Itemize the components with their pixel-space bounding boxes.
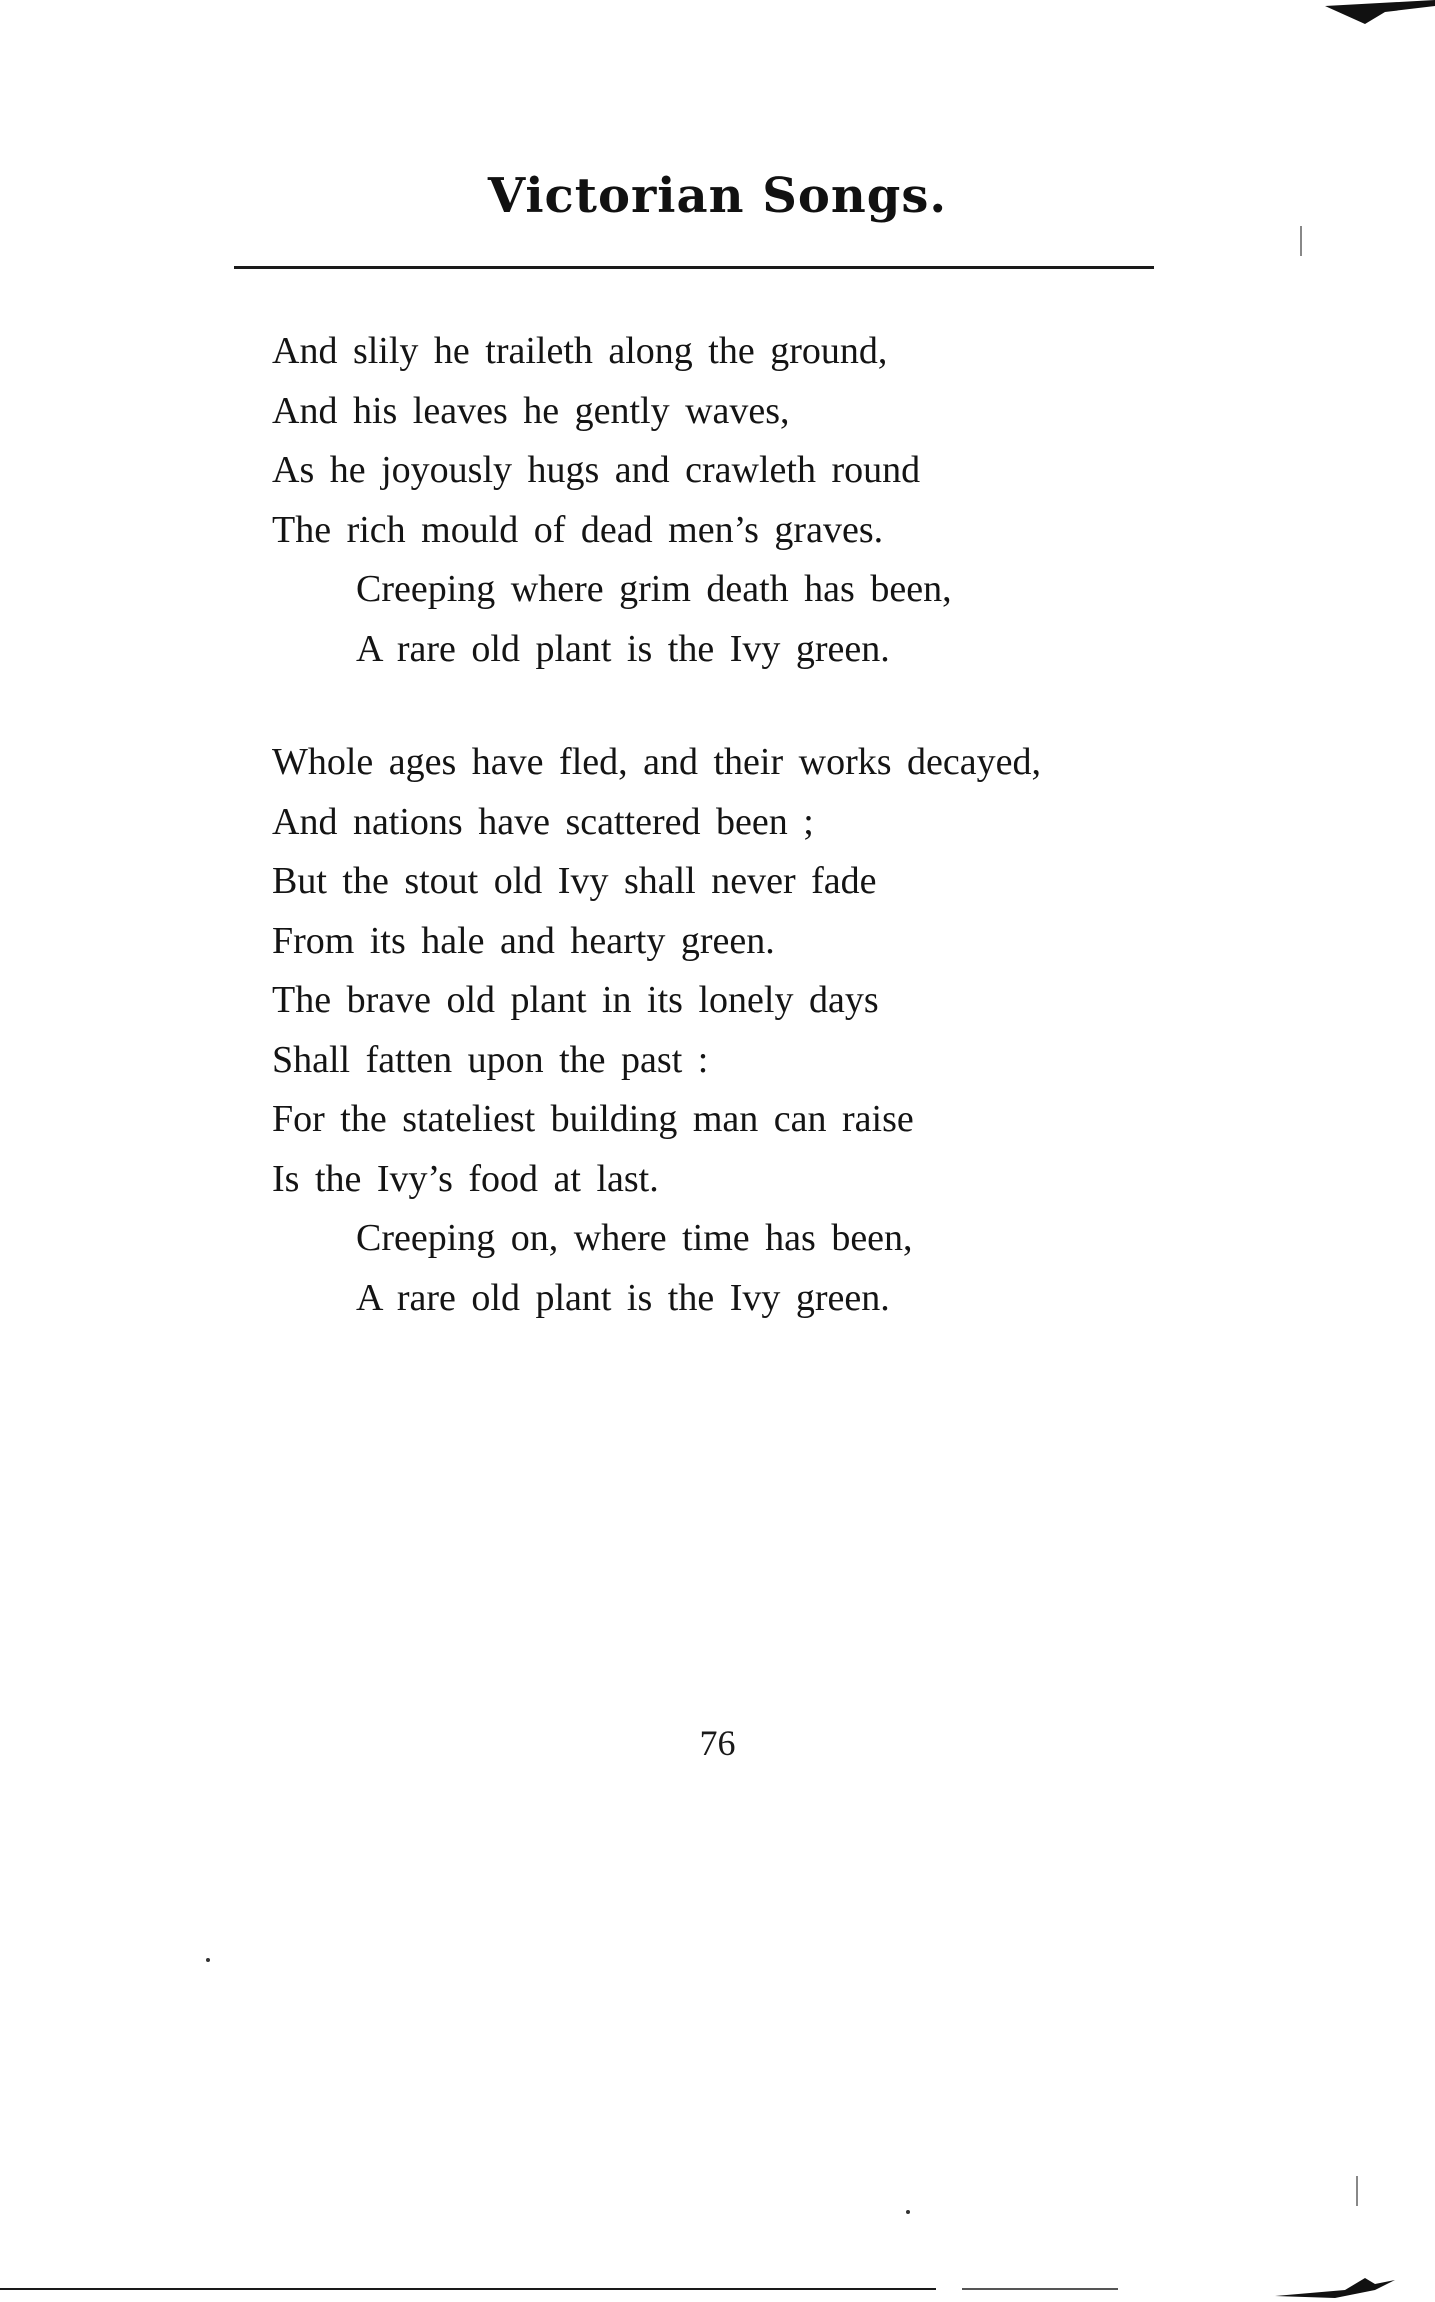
scan-mark (1300, 226, 1302, 256)
poem-line: And nations have scattered been ; (272, 800, 814, 843)
header-rule (234, 266, 1154, 269)
running-title: Victorian Songs. (487, 168, 948, 224)
poem-line: But the stout old Ivy shall never fade (272, 860, 877, 902)
poem-line: As he joyously hugs and crawleth round (272, 449, 921, 491)
page-corner-mark-icon (1325, 0, 1435, 40)
poem-line: Whole ages have fled, and their works decayed, (272, 741, 1041, 783)
poem-refrain-line: Creeping where grim death has been, (356, 568, 952, 610)
stanza-1 (272, 322, 1172, 679)
stanza-2 (272, 733, 1172, 1328)
scan-speck (906, 2210, 910, 2214)
poem-line: And slily he traileth along the ground, (272, 330, 888, 372)
poem-line: For the stateliest building man can raise (272, 1098, 914, 1140)
poem-line: From its hale and hearty green. (272, 919, 775, 962)
poem-line: Is the Ivy’s food at last. (272, 1157, 659, 1200)
poem-refrain-line: A rare old plant is the Ivy green. (356, 1276, 890, 1319)
poem-line: And his leaves he gently waves, (272, 389, 790, 432)
page-number: 76 (699, 1723, 736, 1763)
scan-mark (1356, 2176, 1358, 2206)
bottom-edge-rule (0, 2288, 1300, 2290)
poem-line: The brave old plant in its lonely days (272, 979, 879, 1021)
scan-speck (206, 1958, 210, 1962)
poem-line: Shall fatten upon the past : (272, 1038, 709, 1081)
poem-line: The rich mould of dead men’s graves. (272, 508, 884, 551)
poem-refrain-line: Creeping on, where time has been, (356, 1217, 913, 1259)
page-corner-mark-icon (1275, 2270, 1395, 2300)
poem-refrain-line: A rare old plant is the Ivy green. (356, 627, 890, 670)
